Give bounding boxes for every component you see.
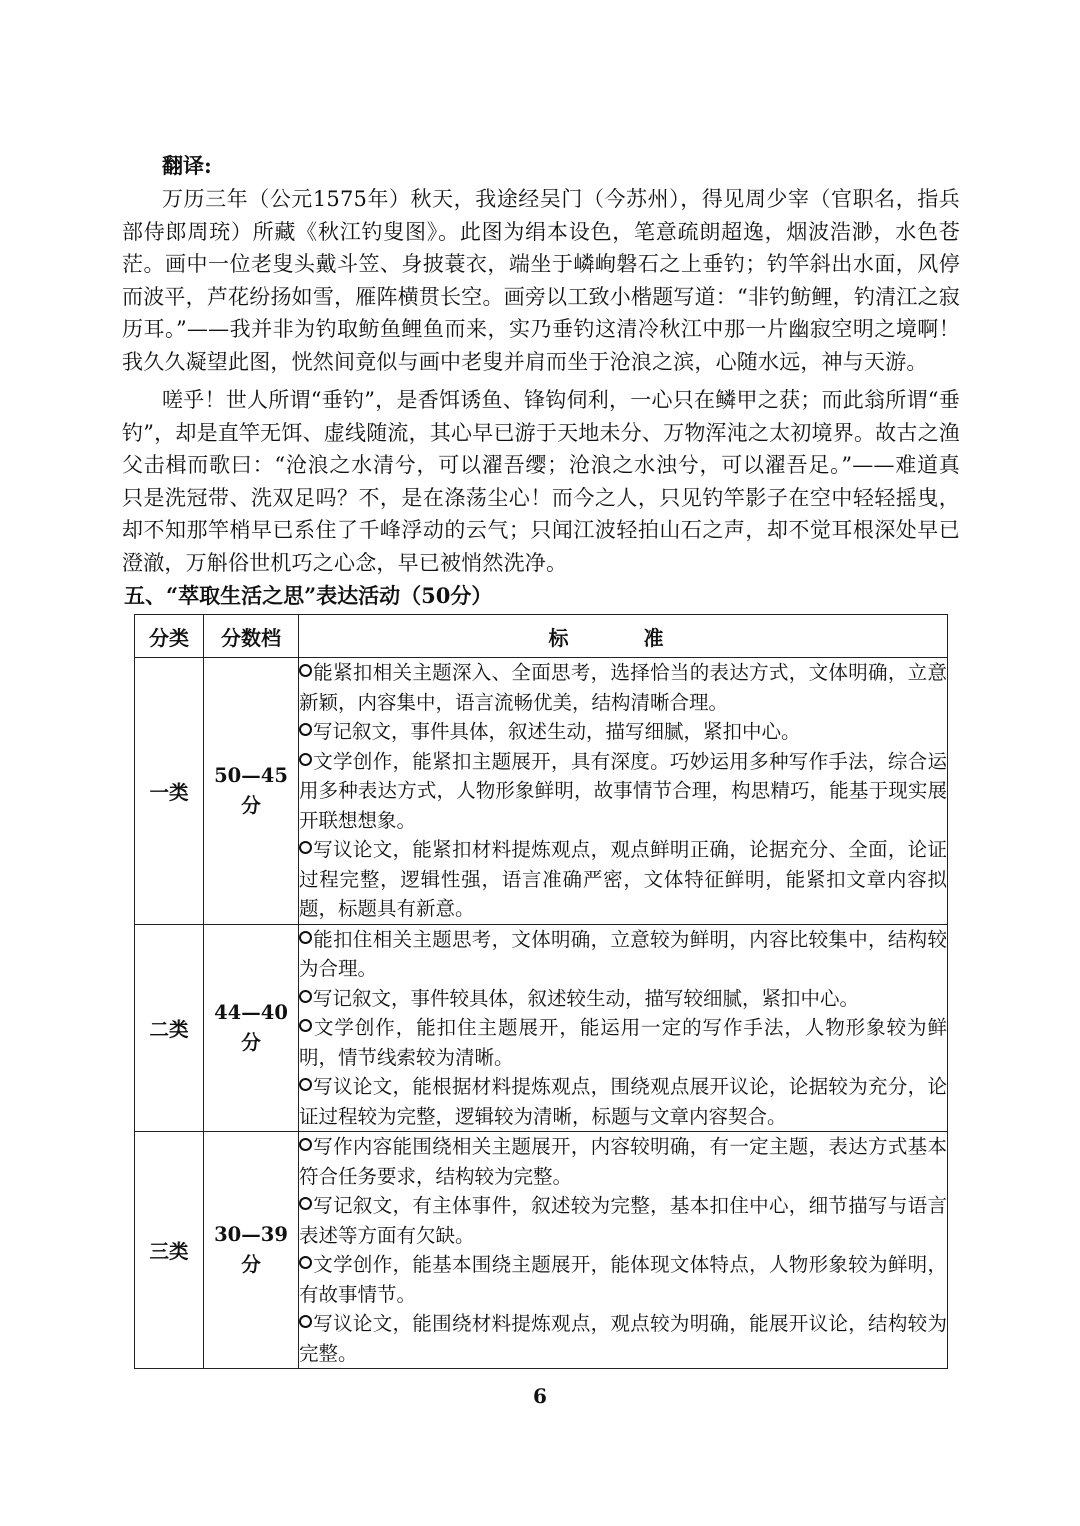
list-item: 写议论文，能紧扣材料提炼观点，观点鲜明正确，论据充分、全面，论证过程完整，逻辑性强，语言准确严密，文体特征鲜明，能紧扣文章内容拟题，标题具有新意。 [299,838,947,920]
circle-bullet-icon [299,753,312,766]
table-header-row [135,615,948,658]
circle-bullet-icon [299,1138,312,1151]
section-title: 五、“萃取生活之思”表达活动（50分） [124,583,493,608]
row-score: 44—40 分 [204,924,299,1132]
row-score: 50—45 分 [204,658,299,925]
circle-bullet-icon [299,990,312,1003]
table-row [135,924,948,1132]
translation-heading: 翻译: [162,153,212,178]
circle-bullet-icon [299,1019,312,1032]
table-row [135,658,948,925]
circle-bullet-icon [299,1078,312,1091]
table-row [135,1132,948,1369]
list-item: 写记叙文，事件较具体，叙述较生动，描写较细腻，紧扣中心。 [299,984,947,1014]
circle-bullet-icon [299,1197,312,1210]
list-item: 能紧扣相关主题深入、全面思考，选择恰当的表达方式，文体明确，立意新颖，内容集中，语言流畅优美，结构清晰合理。 [299,661,947,714]
translation-paragraph-1: 万历三年（公元1575年）秋天，我途经吴门（今苏州），得见周少宰（官职名，指兵部侍郎周珫）所藏《秋江钓叟图》。此图为绢本设色，笔意疏朗超逸，烟波浩渺，水色苍茫。画中一位老叟头戴斗笠、身披蓑衣，端坐于嶙峋磐石之上垂钓；钓竿斜出水面，风停而波平，芦花纷扬如雪，雁阵横贯长空。画旁以工致小楷题写道：“非钓鲂鲤，钓清江之寂历耳。”——我并非为钓取鲂鱼鲤鱼而来，实乃垂钓这清冷秋江中那一片幽寂空明之境啊！我久久凝望此图，恍然间竟似与画中老叟并肩而坐于沧浪之滨，心随水远，神与天游。 [122,187,960,374]
list-item: 能扣住相关主题思考，文体明确，立意较为鲜明，内容比较集中，结构较为合理。 [299,927,947,980]
circle-bullet-icon [299,841,312,854]
row-category: 二类 [135,924,204,1132]
header-standard: 标 准 [299,615,948,658]
row-standard [299,658,948,925]
row-standard [299,1132,948,1369]
list-item: 文学创作，能紧扣主题展开，具有深度。巧妙运用多种写作手法，综合运用多种表达方式，人物形象鲜明，故事情节合理，构思精巧，能基于现实展开联想想象。 [299,749,947,832]
circle-bullet-icon [299,723,312,736]
list-item: 写作内容能围绕相关主题展开，内容较明确，有一定主题，表达方式基本符合任务要求，结构较为完整。 [299,1135,947,1188]
list-item: 写议论文，能围绕材料提炼观点，观点较为明确，能展开议论，结构较为完整。 [299,1312,947,1365]
scoring-rubric-table [134,614,948,1369]
circle-bullet-icon [299,664,312,677]
row-standard [299,924,948,1132]
row-category: 三类 [135,1132,204,1369]
list-item: 写记叙文，事件具体，叙述生动，描写细腻，紧扣中心。 [299,717,947,747]
circle-bullet-icon [299,1256,312,1269]
page-number: 6 [533,1384,547,1408]
row-category: 一类 [135,658,204,925]
header-score: 分数档 [204,615,299,658]
list-item: 写议论文，能根据材料提炼观点，围绕观点展开议论，论据较为充分，论证过程较为完整，逻辑较为清晰，标题与文章内容契合。 [299,1075,947,1128]
list-item: 文学创作，能扣住主题展开，能运用一定的写作手法，人物形象较为鲜明，情节线索较为清晰。 [299,1016,947,1069]
row-score: 30—39 分 [204,1132,299,1369]
header-category: 分类 [135,615,204,658]
list-item: 文学创作，能基本围绕主题展开，能体现文体特点，人物形象较为鲜明，有故事情节。 [299,1253,947,1306]
translation-paragraph-2: 嗟乎！世人所谓“垂钓”，是香饵诱鱼、锋钩伺利，一心只在鳞甲之获；而此翁所谓“垂钓”，却是直竿无饵、虚线随流，其心早已游于天地未分、万物浑沌之太初境界。故古之渔父击楫而歌曰：“沧浪之水清兮，可以濯吾缨；沧浪之水浊兮，可以濯吾足。”——难道真只是洗冠带、洗双足吗？不，是在涤荡尘心！而今之人，只见钓竿影子在空中轻轻摇曳，却不知那竿梢早已系住了千峰浮动的云气；只闻江波轻拍山石之声，却不觉耳根深处早已澄澈，万斛俗世机巧之心念，早已被悄然洗净。 [122,388,960,575]
circle-bullet-icon [299,931,312,944]
list-item: 写记叙文，有主体事件，叙述较为完整，基本扣住中心，细节描写与语言表述等方面有欠缺。 [299,1194,947,1247]
circle-bullet-icon [299,1315,312,1328]
